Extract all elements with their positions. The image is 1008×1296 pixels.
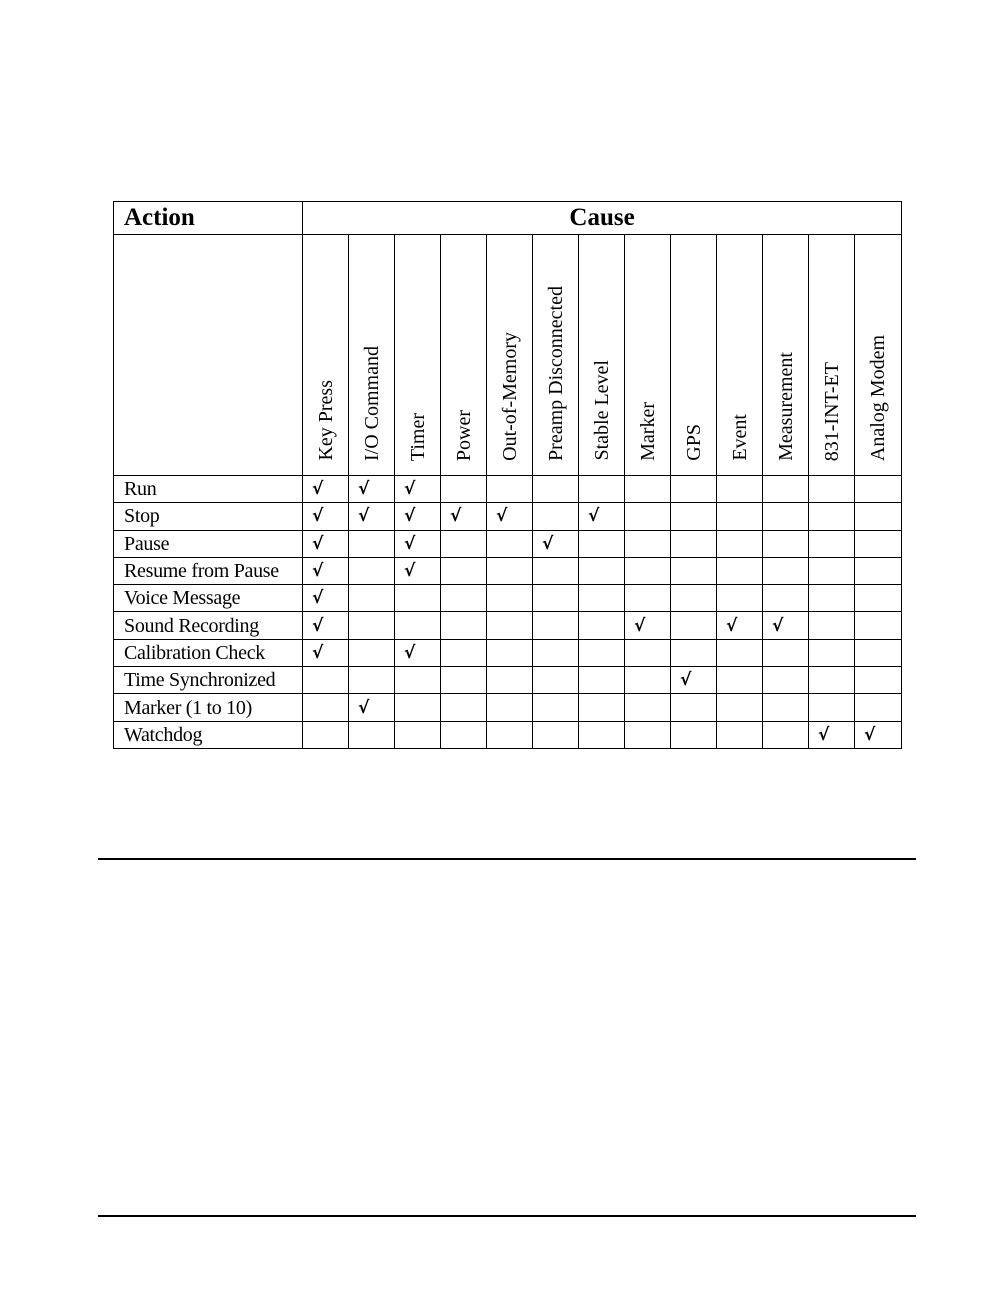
- empty-cell: [487, 585, 533, 612]
- empty-cell: [533, 475, 579, 502]
- empty-cell: [533, 503, 579, 530]
- empty-cell: [441, 667, 487, 694]
- empty-cell: [671, 557, 717, 584]
- empty-cell: [717, 639, 763, 666]
- action-label: Sound Recording: [114, 612, 303, 639]
- empty-cell: [625, 585, 671, 612]
- table-row: [114, 667, 902, 694]
- empty-cell: [855, 639, 902, 666]
- action-label: Watchdog: [114, 721, 303, 748]
- check-mark: √: [349, 475, 395, 502]
- empty-cell: [625, 639, 671, 666]
- empty-cell: [763, 667, 809, 694]
- check-mark: √: [533, 530, 579, 557]
- cause-label: 831-INT-ET: [821, 361, 843, 461]
- cause-label: Stable Level: [591, 360, 613, 461]
- cause-labels-row: [114, 235, 902, 476]
- empty-cell: [579, 667, 625, 694]
- cause-label: Event: [729, 414, 751, 461]
- empty-cell: [441, 475, 487, 502]
- empty-cell: [625, 503, 671, 530]
- cause-label: Power: [453, 409, 475, 461]
- check-mark: √: [303, 612, 349, 639]
- empty-cell: [763, 503, 809, 530]
- empty-cell: [395, 612, 441, 639]
- empty-cell: [487, 667, 533, 694]
- check-mark: √: [395, 503, 441, 530]
- check-mark: √: [303, 475, 349, 502]
- check-mark: √: [349, 694, 395, 721]
- empty-cell: [855, 694, 902, 721]
- empty-cell: [533, 557, 579, 584]
- empty-cell: [809, 612, 855, 639]
- cause-label: Analog Modem: [867, 334, 889, 461]
- check-mark: √: [303, 530, 349, 557]
- cause-column-header: [395, 235, 441, 476]
- check-mark: √: [349, 503, 395, 530]
- empty-cell: [579, 530, 625, 557]
- empty-cell: [763, 639, 809, 666]
- empty-cell: [441, 557, 487, 584]
- check-mark: √: [855, 721, 902, 748]
- action-label: Marker (1 to 10): [114, 694, 303, 721]
- check-mark: √: [671, 667, 717, 694]
- empty-cell: [441, 585, 487, 612]
- check-mark: √: [303, 557, 349, 584]
- empty-cell: [717, 475, 763, 502]
- empty-cell: [487, 721, 533, 748]
- table-row: [114, 639, 902, 666]
- table-row: [114, 612, 902, 639]
- action-label: Pause: [114, 530, 303, 557]
- empty-cell: [533, 639, 579, 666]
- cause-column-header: [671, 235, 717, 476]
- cause-column-header: [625, 235, 671, 476]
- empty-cell: [717, 530, 763, 557]
- empty-cell: [855, 585, 902, 612]
- empty-cell: [349, 667, 395, 694]
- empty-cell: [855, 530, 902, 557]
- empty-cell: [855, 667, 902, 694]
- check-mark: √: [487, 503, 533, 530]
- check-mark: √: [303, 503, 349, 530]
- cause-column-header: [349, 235, 395, 476]
- cause-column-header: [717, 235, 763, 476]
- cause-column-header: [303, 235, 349, 476]
- empty-cell: [441, 639, 487, 666]
- action-header: Action: [114, 202, 303, 235]
- table-row: [114, 585, 902, 612]
- check-mark: √: [763, 612, 809, 639]
- empty-cell: [717, 721, 763, 748]
- action-label: Voice Message: [114, 585, 303, 612]
- empty-cell: [487, 475, 533, 502]
- check-mark: √: [625, 612, 671, 639]
- empty-cell: [671, 530, 717, 557]
- empty-cell: [809, 475, 855, 502]
- empty-cell: [625, 721, 671, 748]
- empty-cell: [395, 721, 441, 748]
- empty-cell: [579, 639, 625, 666]
- empty-cell: [579, 585, 625, 612]
- empty-cell: [671, 475, 717, 502]
- empty-cell: [671, 694, 717, 721]
- header-row: [114, 202, 902, 235]
- cause-column-header: [579, 235, 625, 476]
- empty-cell: [855, 612, 902, 639]
- cause-column-header: [809, 235, 855, 476]
- action-label: Resume from Pause: [114, 557, 303, 584]
- empty-cell: [671, 585, 717, 612]
- table-row: [114, 721, 902, 748]
- empty-cell: [487, 557, 533, 584]
- empty-cell: [441, 612, 487, 639]
- empty-cell: [809, 530, 855, 557]
- empty-cell: [855, 475, 902, 502]
- empty-cell: [625, 530, 671, 557]
- empty-cell: [395, 694, 441, 721]
- action-spacer-cell: [114, 235, 303, 476]
- check-mark: √: [809, 721, 855, 748]
- empty-cell: [349, 721, 395, 748]
- empty-cell: [809, 639, 855, 666]
- empty-cell: [671, 503, 717, 530]
- empty-cell: [625, 475, 671, 502]
- empty-cell: [579, 694, 625, 721]
- empty-cell: [303, 694, 349, 721]
- empty-cell: [395, 585, 441, 612]
- empty-cell: [763, 721, 809, 748]
- empty-cell: [533, 721, 579, 748]
- cause-label: Measurement: [775, 352, 797, 461]
- cause-column-header: [441, 235, 487, 476]
- cause-label: GPS: [683, 424, 705, 461]
- cause-label: Out-of-Memory: [499, 332, 521, 461]
- table-row: [114, 557, 902, 584]
- empty-cell: [579, 557, 625, 584]
- action-label: Stop: [114, 503, 303, 530]
- cause-label: Preamp Disconnected: [545, 286, 567, 461]
- check-mark: √: [395, 639, 441, 666]
- empty-cell: [625, 557, 671, 584]
- empty-cell: [579, 612, 625, 639]
- table-row: [114, 530, 902, 557]
- empty-cell: [441, 530, 487, 557]
- empty-cell: [671, 721, 717, 748]
- empty-cell: [349, 639, 395, 666]
- cause-column-header: [533, 235, 579, 476]
- empty-cell: [579, 721, 625, 748]
- empty-cell: [717, 585, 763, 612]
- empty-cell: [763, 530, 809, 557]
- empty-cell: [441, 694, 487, 721]
- empty-cell: [671, 639, 717, 666]
- check-mark: √: [303, 639, 349, 666]
- check-mark: √: [717, 612, 763, 639]
- empty-cell: [809, 694, 855, 721]
- cause-header: Cause: [303, 202, 902, 235]
- check-mark: √: [395, 530, 441, 557]
- cause-label: I/O Command: [361, 345, 383, 461]
- empty-cell: [625, 694, 671, 721]
- empty-cell: [717, 557, 763, 584]
- empty-cell: [809, 503, 855, 530]
- empty-cell: [533, 612, 579, 639]
- empty-cell: [349, 530, 395, 557]
- action-label: Calibration Check: [114, 639, 303, 666]
- section-divider-bottom: [98, 1215, 916, 1217]
- cause-column-header: [763, 235, 809, 476]
- table-row: [114, 694, 902, 721]
- empty-cell: [349, 612, 395, 639]
- check-mark: √: [395, 475, 441, 502]
- empty-cell: [855, 503, 902, 530]
- check-mark: √: [579, 503, 625, 530]
- empty-cell: [349, 585, 395, 612]
- cause-column-header: [487, 235, 533, 476]
- check-mark: √: [303, 585, 349, 612]
- action-label: Time Synchronized: [114, 667, 303, 694]
- empty-cell: [487, 530, 533, 557]
- table-row: [114, 475, 902, 502]
- empty-cell: [763, 694, 809, 721]
- empty-cell: [533, 694, 579, 721]
- empty-cell: [487, 694, 533, 721]
- empty-cell: [763, 475, 809, 502]
- empty-cell: [303, 721, 349, 748]
- action-label: Run: [114, 475, 303, 502]
- cause-label: Key Press: [315, 380, 337, 461]
- empty-cell: [349, 557, 395, 584]
- empty-cell: [763, 557, 809, 584]
- empty-cell: [625, 667, 671, 694]
- empty-cell: [487, 612, 533, 639]
- empty-cell: [579, 475, 625, 502]
- empty-cell: [487, 639, 533, 666]
- check-mark: √: [395, 557, 441, 584]
- cause-label: Marker: [637, 402, 659, 461]
- empty-cell: [855, 557, 902, 584]
- empty-cell: [533, 667, 579, 694]
- table-row: [114, 503, 902, 530]
- empty-cell: [763, 585, 809, 612]
- empty-cell: [303, 667, 349, 694]
- empty-cell: [533, 585, 579, 612]
- empty-cell: [671, 612, 717, 639]
- cause-column-header: [855, 235, 902, 476]
- empty-cell: [809, 557, 855, 584]
- empty-cell: [717, 694, 763, 721]
- action-cause-table: [113, 201, 902, 749]
- empty-cell: [809, 667, 855, 694]
- empty-cell: [441, 721, 487, 748]
- cause-label: Timer: [407, 412, 429, 461]
- check-mark: √: [441, 503, 487, 530]
- empty-cell: [809, 585, 855, 612]
- empty-cell: [717, 667, 763, 694]
- section-divider-top: [98, 858, 916, 860]
- empty-cell: [395, 667, 441, 694]
- empty-cell: [717, 503, 763, 530]
